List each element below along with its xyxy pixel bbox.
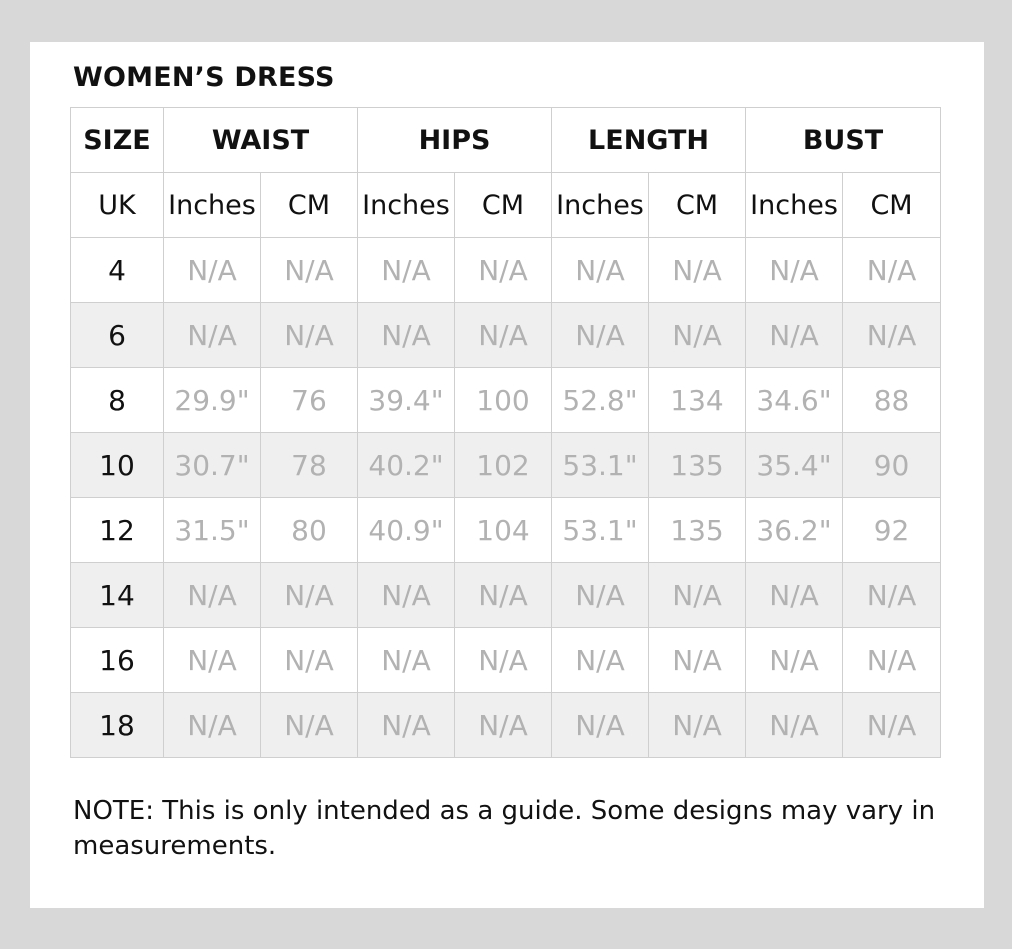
measurement-cell: N/A bbox=[843, 238, 941, 303]
measurement-cell: N/A bbox=[455, 563, 552, 628]
measurement-cell: 29.9" bbox=[164, 368, 261, 433]
measurement-cell: N/A bbox=[358, 628, 455, 693]
size-cell: 18 bbox=[71, 693, 164, 758]
table-row bbox=[71, 498, 941, 563]
unit-label: CM bbox=[843, 173, 941, 238]
measurement-cell: N/A bbox=[455, 303, 552, 368]
measurement-cell: 40.9" bbox=[358, 498, 455, 563]
measurement-cell: N/A bbox=[843, 628, 941, 693]
measurement-cell: N/A bbox=[746, 693, 843, 758]
measurement-cell: 35.4" bbox=[746, 433, 843, 498]
unit-label: CM bbox=[455, 173, 552, 238]
measurement-cell: 102 bbox=[455, 433, 552, 498]
measurement-cell: 92 bbox=[843, 498, 941, 563]
size-cell: 16 bbox=[71, 628, 164, 693]
measurement-cell: N/A bbox=[261, 628, 358, 693]
size-cell: 12 bbox=[71, 498, 164, 563]
measurement-cell: N/A bbox=[358, 303, 455, 368]
unit-label: Inches bbox=[746, 173, 843, 238]
unit-label: Inches bbox=[552, 173, 649, 238]
measurement-cell: N/A bbox=[843, 303, 941, 368]
measurement-cell: 34.6" bbox=[746, 368, 843, 433]
measurement-cell: N/A bbox=[649, 238, 746, 303]
header-waist: WAIST bbox=[164, 108, 358, 173]
guide-note: NOTE: This is only intended as a guide. Some designs may vary in measurements. bbox=[73, 796, 936, 861]
size-guide-card bbox=[30, 42, 984, 908]
unit-label: Inches bbox=[358, 173, 455, 238]
measurement-cell: N/A bbox=[261, 303, 358, 368]
measurement-cell: N/A bbox=[649, 303, 746, 368]
measurement-cell: 100 bbox=[455, 368, 552, 433]
unit-label: Inches bbox=[164, 173, 261, 238]
measurement-cell: N/A bbox=[164, 563, 261, 628]
header-hips: HIPS bbox=[358, 108, 552, 173]
table-row bbox=[71, 238, 941, 303]
measurement-cell: 135 bbox=[649, 498, 746, 563]
unit-row bbox=[71, 173, 941, 238]
measurement-cell: N/A bbox=[358, 238, 455, 303]
measurement-cell: N/A bbox=[261, 693, 358, 758]
measurement-cell: N/A bbox=[746, 628, 843, 693]
page-title: WOMEN’S DRESS bbox=[73, 62, 335, 93]
measurement-cell: 52.8" bbox=[552, 368, 649, 433]
header-bust: BUST bbox=[746, 108, 941, 173]
measurement-cell: N/A bbox=[552, 303, 649, 368]
measurement-cell: 76 bbox=[261, 368, 358, 433]
measurement-cell: 78 bbox=[261, 433, 358, 498]
unit-label: CM bbox=[261, 173, 358, 238]
size-cell: 4 bbox=[71, 238, 164, 303]
measurement-cell: N/A bbox=[649, 563, 746, 628]
measurement-cell: 53.1" bbox=[552, 433, 649, 498]
table-row bbox=[71, 368, 941, 433]
table-row bbox=[71, 433, 941, 498]
measurement-cell: N/A bbox=[164, 303, 261, 368]
measurement-cell: 80 bbox=[261, 498, 358, 563]
measurement-cell: N/A bbox=[649, 693, 746, 758]
measurement-cell: N/A bbox=[746, 563, 843, 628]
unit-label: CM bbox=[649, 173, 746, 238]
measurement-cell: 39.4" bbox=[358, 368, 455, 433]
header-row bbox=[71, 108, 941, 173]
measurement-cell: N/A bbox=[164, 628, 261, 693]
measurement-cell: N/A bbox=[746, 238, 843, 303]
measurement-cell: N/A bbox=[552, 563, 649, 628]
measurement-cell: N/A bbox=[358, 693, 455, 758]
measurement-cell: N/A bbox=[261, 238, 358, 303]
measurement-cell: N/A bbox=[552, 238, 649, 303]
measurement-cell: 40.2" bbox=[358, 433, 455, 498]
measurement-cell: N/A bbox=[261, 563, 358, 628]
measurement-cell: 134 bbox=[649, 368, 746, 433]
size-cell: 6 bbox=[71, 303, 164, 368]
size-cell: 14 bbox=[71, 563, 164, 628]
measurement-cell: 31.5" bbox=[164, 498, 261, 563]
measurement-cell: N/A bbox=[843, 563, 941, 628]
table-row bbox=[71, 628, 941, 693]
size-cell: 8 bbox=[71, 368, 164, 433]
measurement-cell: 36.2" bbox=[746, 498, 843, 563]
measurement-cell: N/A bbox=[746, 303, 843, 368]
measurement-cell: N/A bbox=[843, 693, 941, 758]
measurement-cell: 53.1" bbox=[552, 498, 649, 563]
measurement-cell: N/A bbox=[455, 238, 552, 303]
size-chart-table bbox=[70, 107, 941, 758]
measurement-cell: N/A bbox=[455, 628, 552, 693]
measurement-cell: N/A bbox=[164, 693, 261, 758]
measurement-cell: 30.7" bbox=[164, 433, 261, 498]
header-length: LENGTH bbox=[552, 108, 746, 173]
measurement-cell: 88 bbox=[843, 368, 941, 433]
measurement-cell: N/A bbox=[552, 693, 649, 758]
measurement-cell: N/A bbox=[649, 628, 746, 693]
table-row bbox=[71, 303, 941, 368]
size-cell: 10 bbox=[71, 433, 164, 498]
measurement-cell: N/A bbox=[552, 628, 649, 693]
header-size: SIZE bbox=[71, 108, 164, 173]
measurement-cell: N/A bbox=[455, 693, 552, 758]
measurement-cell: 104 bbox=[455, 498, 552, 563]
table-row bbox=[71, 693, 941, 758]
measurement-cell: 90 bbox=[843, 433, 941, 498]
measurement-cell: 135 bbox=[649, 433, 746, 498]
measurement-cell: N/A bbox=[164, 238, 261, 303]
measurement-cell: N/A bbox=[358, 563, 455, 628]
table-row bbox=[71, 563, 941, 628]
unit-region: UK bbox=[71, 173, 164, 238]
